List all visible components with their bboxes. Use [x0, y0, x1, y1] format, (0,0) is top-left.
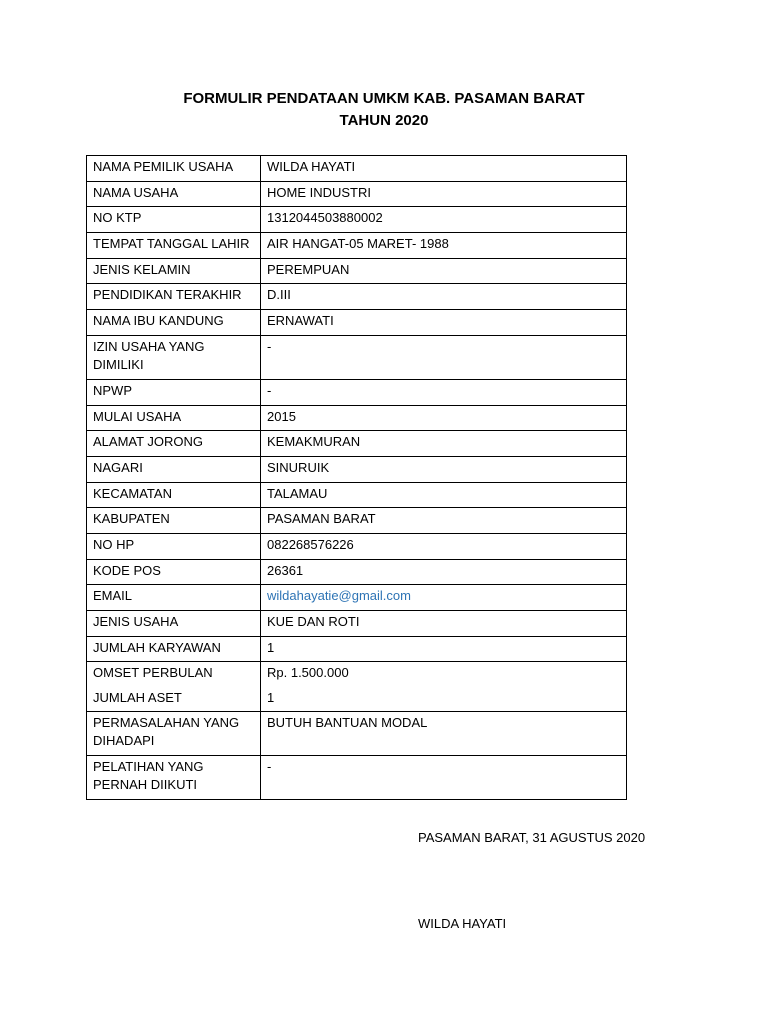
field-label: JUMLAH KARYAWAN: [87, 636, 261, 662]
field-value: AIR HANGAT-05 MARET- 1988: [261, 233, 627, 259]
field-value: 2015: [261, 405, 627, 431]
field-value: KUE DAN ROTI: [261, 611, 627, 637]
field-label: KABUPATEN: [87, 508, 261, 534]
field-label-aset: JUMLAH ASET: [93, 690, 182, 706]
email-link[interactable]: wildahayatie@gmail.com: [267, 588, 411, 604]
field-value: PEREMPUAN: [261, 258, 627, 284]
field-value: -: [261, 379, 627, 405]
field-value: D.III: [261, 284, 627, 310]
field-label: NO KTP: [87, 207, 261, 233]
table-row-kecamatan: [87, 482, 627, 508]
field-value: PASAMAN BARAT: [261, 508, 627, 534]
table-row-npwp: [87, 379, 627, 405]
field-label: PELATIHAN YANG PERNAH DIIKUTI: [87, 756, 261, 800]
field-label: [87, 662, 261, 712]
field-label: IZIN USAHA YANG DIMILIKI: [87, 335, 261, 379]
table-row-izin-usaha: [87, 335, 627, 379]
table-row-alamat-jorong: [87, 431, 627, 457]
table-row-no-ktp: [87, 207, 627, 233]
field-label: EMAIL: [87, 585, 261, 611]
field-label: JENIS USAHA: [87, 611, 261, 637]
field-label-omset: OMSET PERBULAN: [93, 665, 213, 681]
place-date: PASAMAN BARAT, 31 AGUSTUS 2020: [418, 830, 646, 845]
table-row-jenis-usaha: [87, 611, 627, 637]
field-label: NPWP: [87, 379, 261, 405]
table-row-kabupaten: [87, 508, 627, 534]
field-value: [261, 662, 627, 712]
table-row-ibu-kandung: [87, 310, 627, 336]
field-label: ALAMAT JORONG: [87, 431, 261, 457]
table-row-mulai-usaha: [87, 405, 627, 431]
umkm-data-table: [86, 155, 627, 800]
table-row-nagari: [87, 456, 627, 482]
field-label: NAMA USAHA: [87, 181, 261, 207]
field-value: 26361: [261, 559, 627, 585]
field-label: NAMA PEMILIK USAHA: [87, 156, 261, 182]
field-value: 1312044503880002: [261, 207, 627, 233]
table-row-ttl: [87, 233, 627, 259]
table-row-jumlah-karyawan: [87, 636, 627, 662]
field-value: BUTUH BANTUAN MODAL: [261, 712, 627, 756]
field-label: MULAI USAHA: [87, 405, 261, 431]
field-value: -: [261, 335, 627, 379]
field-label: NAGARI: [87, 456, 261, 482]
form-year: TAHUN 2020: [339, 112, 429, 129]
field-label: TEMPAT TANGGAL LAHIR: [87, 233, 261, 259]
field-value: 1: [261, 636, 627, 662]
field-label: KODE POS: [87, 559, 261, 585]
field-value: TALAMAU: [261, 482, 627, 508]
field-value-omset: Rp. 1.500.000: [267, 665, 349, 681]
table-row-jenis-kelamin: [87, 258, 627, 284]
field-label: KECAMATAN: [87, 482, 261, 508]
table-row-no-hp: [87, 533, 627, 559]
field-value: ERNAWATI: [261, 310, 627, 336]
signatory-name: WILDA HAYATI: [418, 916, 507, 931]
table-row-email: [87, 585, 627, 611]
field-label: NAMA IBU KANDUNG: [87, 310, 261, 336]
table-row-pelatihan: [87, 756, 627, 800]
field-label: PENDIDIKAN TERAKHIR: [87, 284, 261, 310]
field-value-aset: 1: [267, 690, 275, 706]
field-label: JENIS KELAMIN: [87, 258, 261, 284]
table-row-nama-pemilik: [87, 156, 627, 182]
field-label: PERMASALAHAN YANG DIHADAPI: [87, 712, 261, 756]
field-value: -: [261, 756, 627, 800]
table-row-nama-usaha: [87, 181, 627, 207]
field-value: SINURUIK: [261, 456, 627, 482]
table-row-permasalahan: [87, 712, 627, 756]
form-title: FORMULIR PENDATAAN UMKM KAB. PASAMAN BARAT: [183, 90, 585, 107]
field-value: HOME INDUSTRI: [261, 181, 627, 207]
field-label: NO HP: [87, 533, 261, 559]
field-value: [261, 585, 627, 611]
field-value: 082268576226: [261, 533, 627, 559]
table-row-pendidikan: [87, 284, 627, 310]
field-value: KEMAKMURAN: [261, 431, 627, 457]
field-value: WILDA HAYATI: [261, 156, 627, 182]
table-row-kode-pos: [87, 559, 627, 585]
table-row-omset-aset: [87, 662, 627, 712]
